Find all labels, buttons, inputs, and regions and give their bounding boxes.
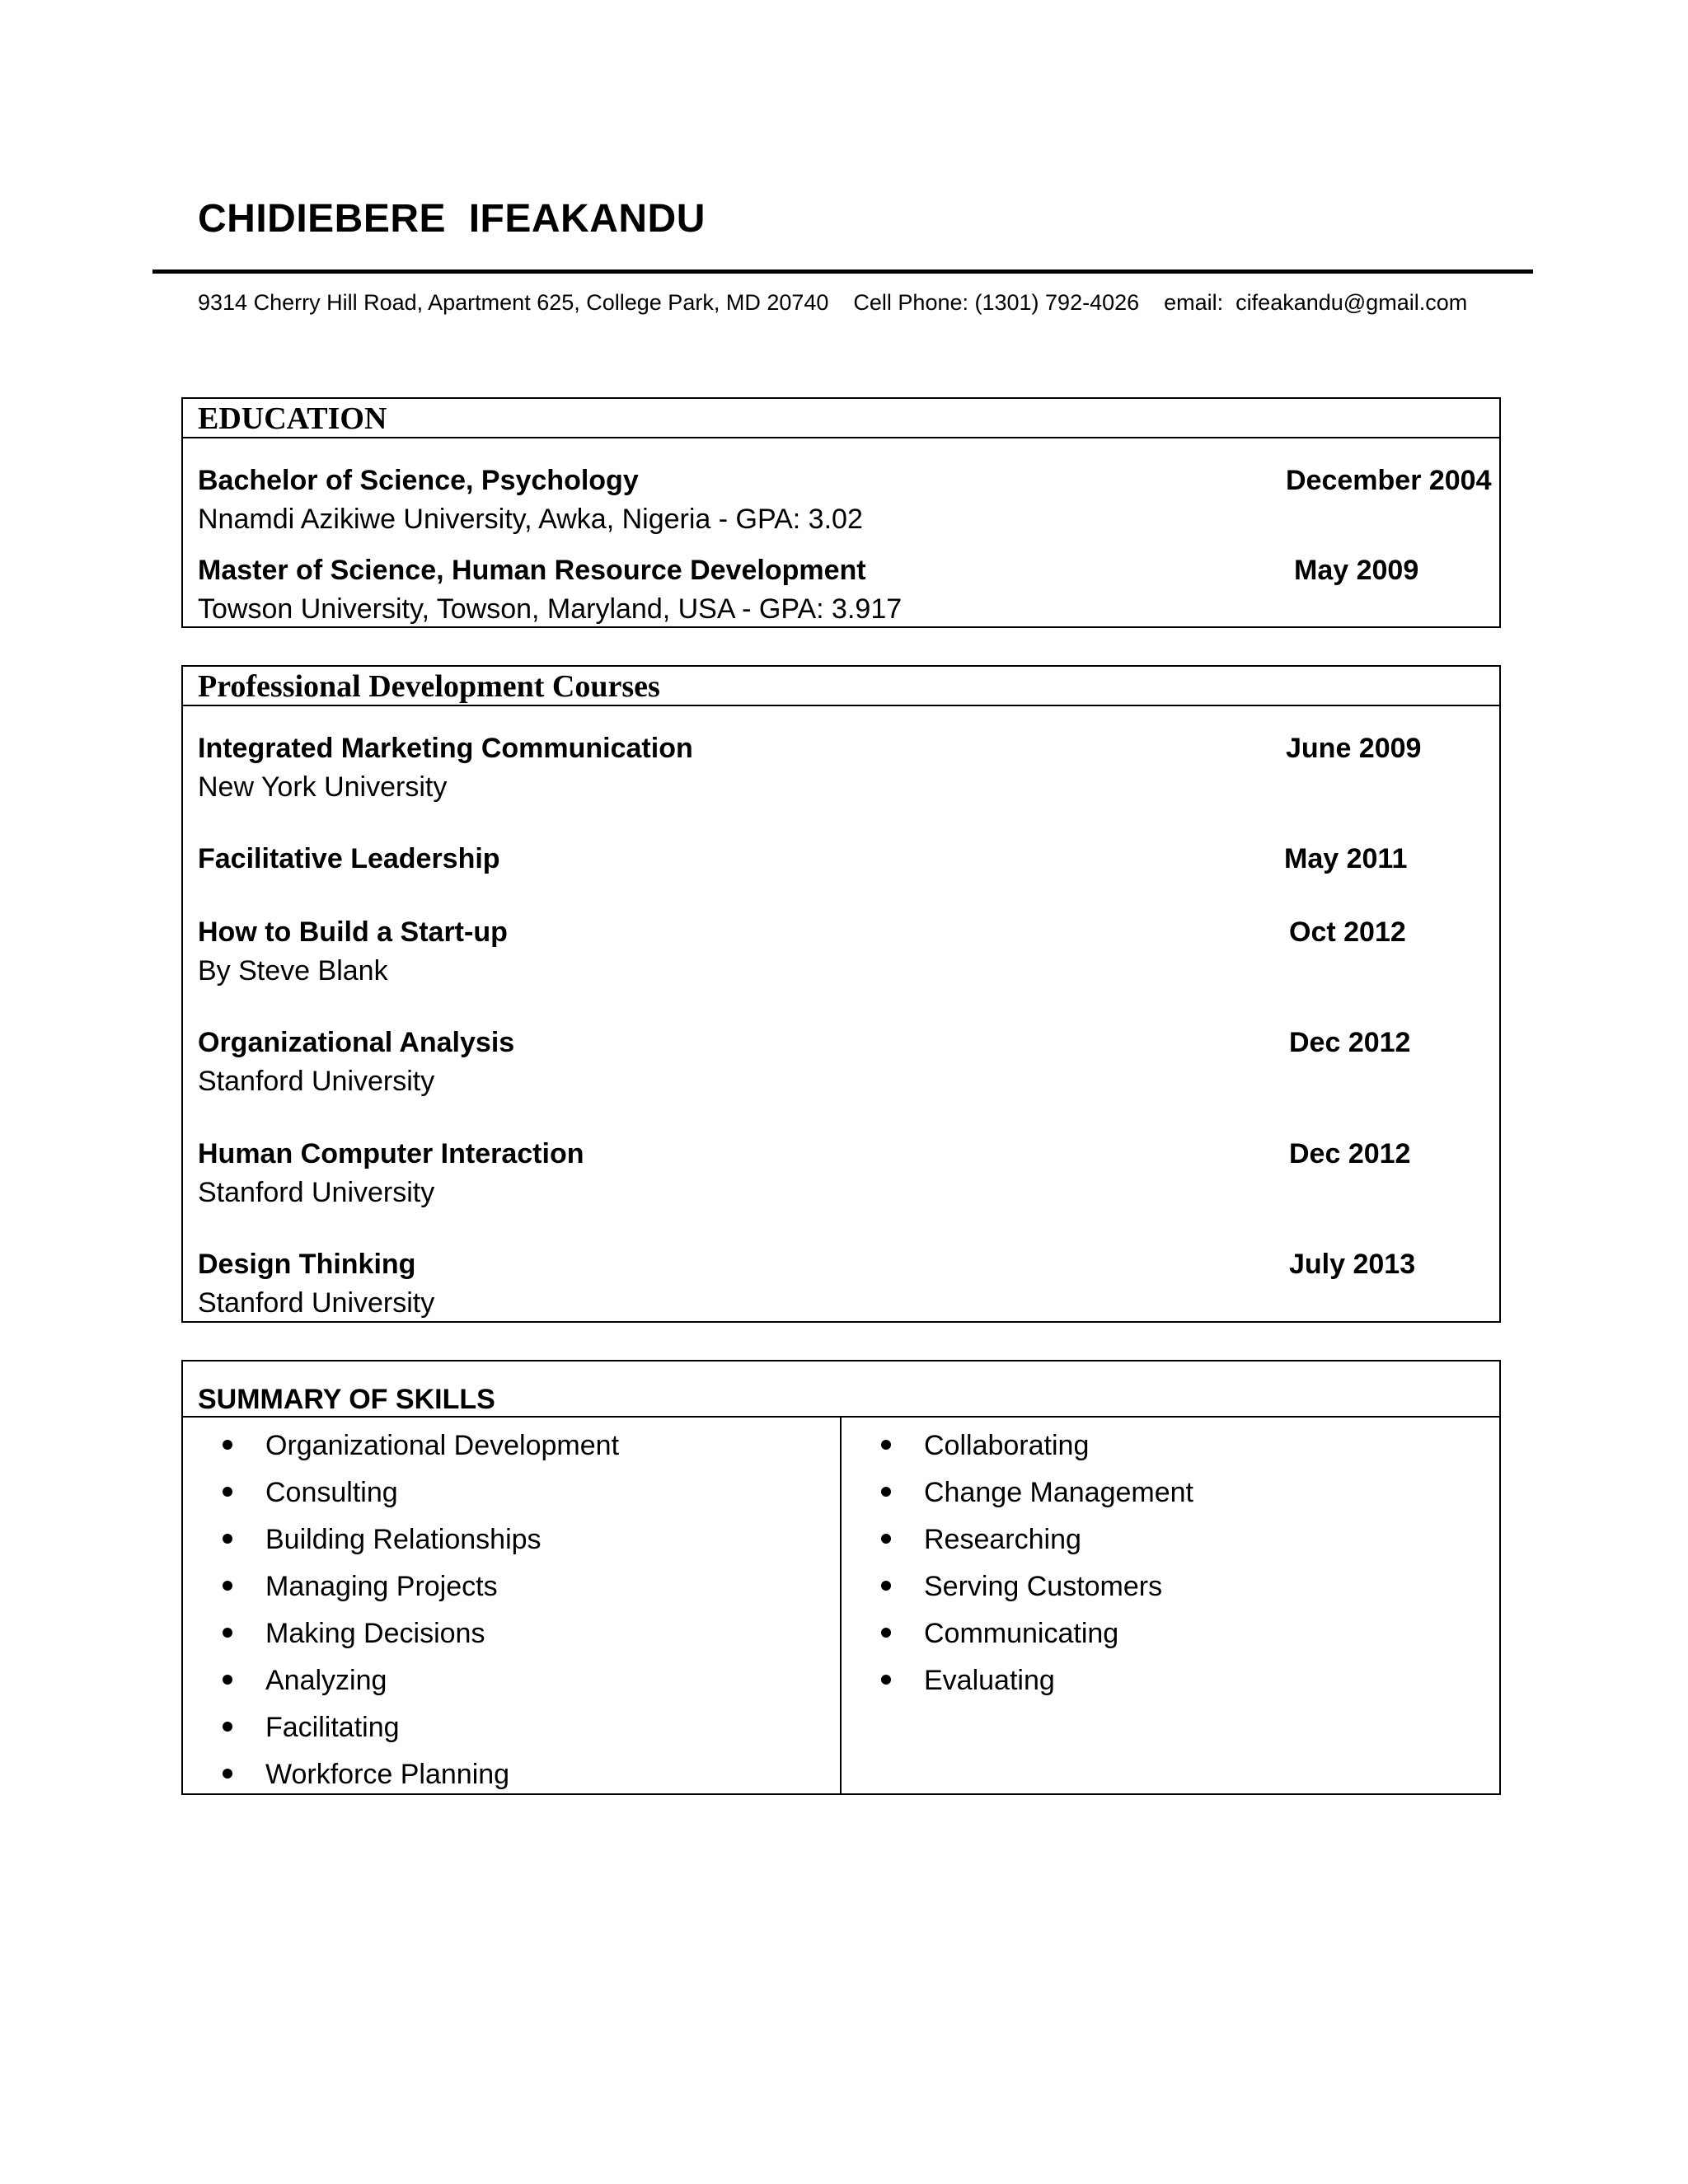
skill-item: Collaborating xyxy=(881,1422,1089,1469)
degree-school: Nnamdi Azikiwe University, Awka, Nigeria - GPA: 3.02 xyxy=(198,504,863,535)
skills-heading: SUMMARY OF SKILLS xyxy=(183,1361,1499,1418)
course-provider: Stanford University xyxy=(198,1287,435,1319)
course-entry xyxy=(198,1138,1484,1211)
education-entry xyxy=(198,465,1492,537)
degree-school: Towson University, Towson, Maryland, USA - GPA: 3.917 xyxy=(198,593,903,625)
skill-item: Organizational Development xyxy=(223,1422,619,1469)
bullet-icon xyxy=(881,1487,891,1497)
bullet-icon xyxy=(223,1722,232,1732)
course-title: Human Computer Interaction xyxy=(198,1138,584,1169)
course-date: May 2011 xyxy=(1284,843,1408,874)
skills-columns xyxy=(183,1418,1499,1793)
courses-section xyxy=(181,665,1501,1323)
bullet-icon xyxy=(881,1534,891,1544)
bullet-icon xyxy=(223,1628,232,1638)
course-title: Design Thinking xyxy=(198,1249,416,1280)
degree-date: May 2009 xyxy=(1294,555,1419,586)
skill-item: Serving Customers xyxy=(881,1563,1162,1610)
course-entry xyxy=(198,916,1484,989)
skill-item: Facilitating xyxy=(223,1704,400,1751)
degree-title: Bachelor of Science, Psychology xyxy=(198,465,639,496)
bullet-icon xyxy=(223,1769,232,1779)
skill-item: Consulting xyxy=(223,1469,398,1516)
course-title: Integrated Marketing Communication xyxy=(198,733,693,764)
skill-item: Making Decisions xyxy=(223,1610,485,1657)
course-entry xyxy=(198,843,1484,879)
skills-section xyxy=(181,1360,1501,1795)
course-entry xyxy=(198,733,1484,805)
bullet-icon xyxy=(881,1675,891,1685)
course-provider: By Steve Blank xyxy=(198,955,388,987)
degree-date: December 2004 xyxy=(1286,465,1492,496)
education-entry xyxy=(198,555,1484,627)
header-rule xyxy=(152,269,1533,274)
degree-title: Master of Science, Human Resource Development xyxy=(198,555,866,586)
bullet-icon xyxy=(881,1440,891,1450)
skill-item: Analyzing xyxy=(223,1657,387,1704)
bullet-icon xyxy=(223,1534,232,1544)
course-date: Dec 2012 xyxy=(1289,1138,1411,1169)
bullet-icon xyxy=(223,1675,232,1685)
course-provider: Stanford University xyxy=(198,1177,435,1208)
bullet-icon xyxy=(881,1628,891,1638)
skill-item: Communicating xyxy=(881,1610,1118,1657)
bullet-icon xyxy=(223,1487,232,1497)
course-date: June 2009 xyxy=(1286,733,1422,764)
skill-item: Managing Projects xyxy=(223,1563,498,1610)
skills-left-column xyxy=(183,1418,842,1793)
skills-right-column xyxy=(842,1418,1499,1793)
course-entry xyxy=(198,1249,1484,1321)
skill-item: Evaluating xyxy=(881,1657,1055,1704)
skill-item: Change Management xyxy=(881,1469,1193,1516)
course-provider: New York University xyxy=(198,771,448,803)
course-date: Oct 2012 xyxy=(1289,916,1406,948)
course-entry xyxy=(198,1027,1484,1099)
skill-item: Building Relationships xyxy=(223,1516,542,1563)
education-heading: EDUCATION xyxy=(183,399,1499,438)
course-title: Facilitative Leadership xyxy=(198,843,500,874)
skill-item: Researching xyxy=(881,1516,1081,1563)
courses-heading: Professional Development Courses xyxy=(183,667,1499,706)
course-date: Dec 2012 xyxy=(1289,1027,1411,1058)
education-section xyxy=(181,397,1501,628)
bullet-icon xyxy=(223,1581,232,1591)
course-title: How to Build a Start-up xyxy=(198,916,508,948)
course-provider: Stanford University xyxy=(198,1066,435,1097)
contact-line: 9314 Cherry Hill Road, Apartment 625, College Park, MD 20740 Cell Phone: (1301) 792-4026 email: cifeakandu@gmail.com xyxy=(198,290,1468,315)
resume-name: CHIDIEBERE IFEAKANDU xyxy=(198,197,706,241)
bullet-icon xyxy=(223,1440,232,1450)
course-date: July 2013 xyxy=(1289,1249,1416,1280)
bullet-icon xyxy=(881,1581,891,1591)
course-title: Organizational Analysis xyxy=(198,1027,515,1058)
skill-item: Workforce Planning xyxy=(223,1751,509,1798)
